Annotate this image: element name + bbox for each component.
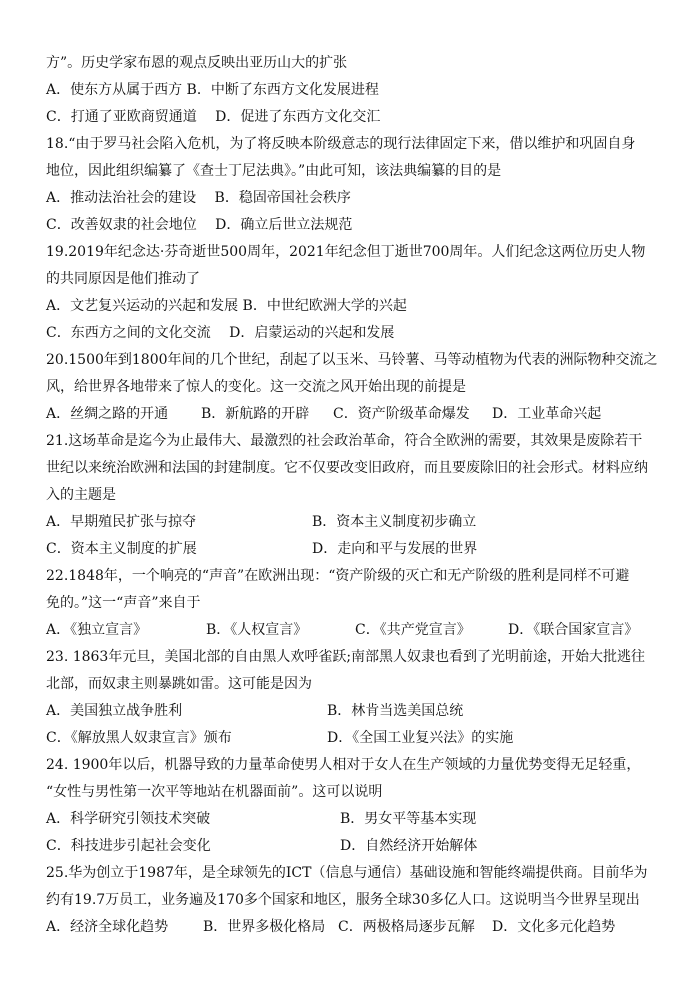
q20-stem-line-1: 20.1500年到1800年间的几个世纪，刮起了以玉米、马铃薯、马等动植物为代表的洲际物种交流之 [46, 352, 658, 368]
q22-option-d: D．《联合国家宣言》 [508, 622, 639, 638]
q20-option-d: D．工业革命兴起 [492, 406, 602, 422]
q24-option-a: A．科学研究引领技术突破 [46, 811, 211, 827]
q23-option-c: C．《解放黑人奴隶宣言》颁布 [46, 730, 232, 746]
q23-option-b: B．林肯当选美国总统 [327, 703, 464, 719]
q23-options-cd [46, 728, 666, 748]
q19-options-ab: A．文艺复兴运动的兴起和发展 B．中世纪欧洲大学的兴起 [46, 298, 407, 314]
q18-stem-line-1: 18.“由于罗马社会陷入危机，为了将反映本阶级意志的现行法律固定下来，借以维护和巩固自身 [46, 136, 636, 152]
q21-options-cd [46, 539, 666, 559]
q21-option-c: C．资本主义制度的扩展 [46, 541, 197, 557]
q17-options-ab: A．使东方从属于西方 B．中断了东西方文化发展进程 [46, 82, 379, 98]
q20-option-a: A．丝绸之路的开通 [46, 406, 169, 422]
q25-option-a: A．经济全球化趋势 [46, 919, 169, 935]
q20-option-b: B．新航路的开辟 [201, 406, 310, 422]
q22-option-c: C．《共产党宣言》 [355, 622, 471, 638]
q22-stem-line-1: 22.1848年，一个响亮的“声音”在欧洲出现：“资产阶级的灭亡和无产阶级的胜利是同样不可避 [46, 568, 630, 584]
q22-stem-line-2: 免的。”这一“声音”来自于 [46, 595, 201, 611]
q21-options-ab [46, 512, 666, 532]
q25-stem-line-2: 约有19.7万员工，业务遍及170多个国家和地区，服务全球30多亿人口。这说明当今世界呈现出 [46, 892, 640, 908]
q24-options-cd [46, 836, 666, 856]
q19-stem-line-1: 19.2019年纪念达·芬奇逝世500周年，2021年纪念但丁逝世700周年。人们纪念这两位历史人物 [46, 244, 646, 260]
q25-option-b: B．世界多极化格局 [203, 919, 326, 935]
q24-stem-line-2: “女性与男性第一次平等地站在机器面前”。这可以说明 [46, 784, 383, 800]
q17-stem-end: 方”。历史学家布恩的观点反映出亚历山大的扩张 [46, 55, 348, 71]
q19-stem-line-2: 的共同原因是他们推动了 [46, 271, 200, 287]
q24-option-c: C．科技进步引起社会变化 [46, 838, 211, 854]
q25-option-d: D．文化多元化趋势 [492, 919, 616, 935]
q24-option-b: B．男女平等基本实现 [340, 811, 477, 827]
q18-stem-line-2: 地位，因此组织编纂了《查士丁尼法典》。”由此可知，该法典编纂的目的是 [46, 163, 502, 179]
q21-option-d: D．走向和平与发展的世界 [312, 541, 478, 557]
q23-options-ab [46, 701, 666, 721]
q24-options-ab [46, 809, 666, 829]
q23-option-a: A．美国独立战争胜利 [46, 703, 183, 719]
q23-stem-line-1: 23. 1863年元旦，美国北部的自由黑人欢呼雀跃;南部黑人奴隶也看到了光明前途，开始大批逃往 [46, 649, 646, 665]
q20-options [46, 404, 666, 424]
q22-option-a: A．《独立宣言》 [46, 622, 148, 638]
q25-stem-line-1: 25.华为创立于1987年，是全球领先的ICT（信息与通信）基础设施和智能终端提供商。目前华为 [46, 865, 648, 881]
q24-option-d: D．自然经济开始解体 [340, 838, 478, 854]
q25-option-c: C．两极格局逐步瓦解 [338, 919, 475, 935]
q21-stem-line-2: 世纪以来统治欧洲和法国的封建制度。它不仅要改变旧政府，而且要废除旧的社会形式。材料应纳 [46, 460, 648, 476]
q25-options [46, 917, 666, 937]
q18-options-ab: A．推动法治社会的建设 B．稳固帝国社会秩序 [46, 190, 351, 206]
q21-option-a: A．早期殖民扩张与掠夺 [46, 514, 197, 530]
q21-stem-line-1: 21.这场革命是迄今为止最伟大、最激烈的社会政治革命，符合全欧洲的需要，其效果是废除若干 [46, 433, 643, 449]
q22-options [46, 620, 666, 640]
q19-options-cd: C．东西方之间的文化交流 D．启蒙运动的兴起和发展 [46, 325, 395, 341]
q23-option-d: D．《全国工业复兴法》的实施 [327, 730, 514, 746]
q18-options-cd: C．改善奴隶的社会地位 D．确立后世立法规范 [46, 217, 353, 233]
q21-stem-line-3: 入的主题是 [46, 487, 116, 503]
q23-stem-line-2: 北部，而奴隶主则暴跳如雷。这可能是因为 [46, 676, 312, 692]
q21-option-b: B．资本主义制度初步确立 [312, 514, 477, 530]
q24-stem-line-1: 24. 1900年以后，机器导致的力量革命使男人相对于女人在生产领域的力量优势变得无足轻重， [46, 757, 641, 773]
q20-stem-line-2: 风，给世界各地带来了惊人的变化。这一交流之风开始出现的前提是 [46, 379, 466, 395]
q22-option-b: B．《人权宣言》 [206, 622, 308, 638]
q20-option-c: C．资产阶级革命爆发 [333, 406, 470, 422]
q17-options-cd: C．打通了亚欧商贸通道 D．促进了东西方文化交汇 [46, 109, 381, 125]
